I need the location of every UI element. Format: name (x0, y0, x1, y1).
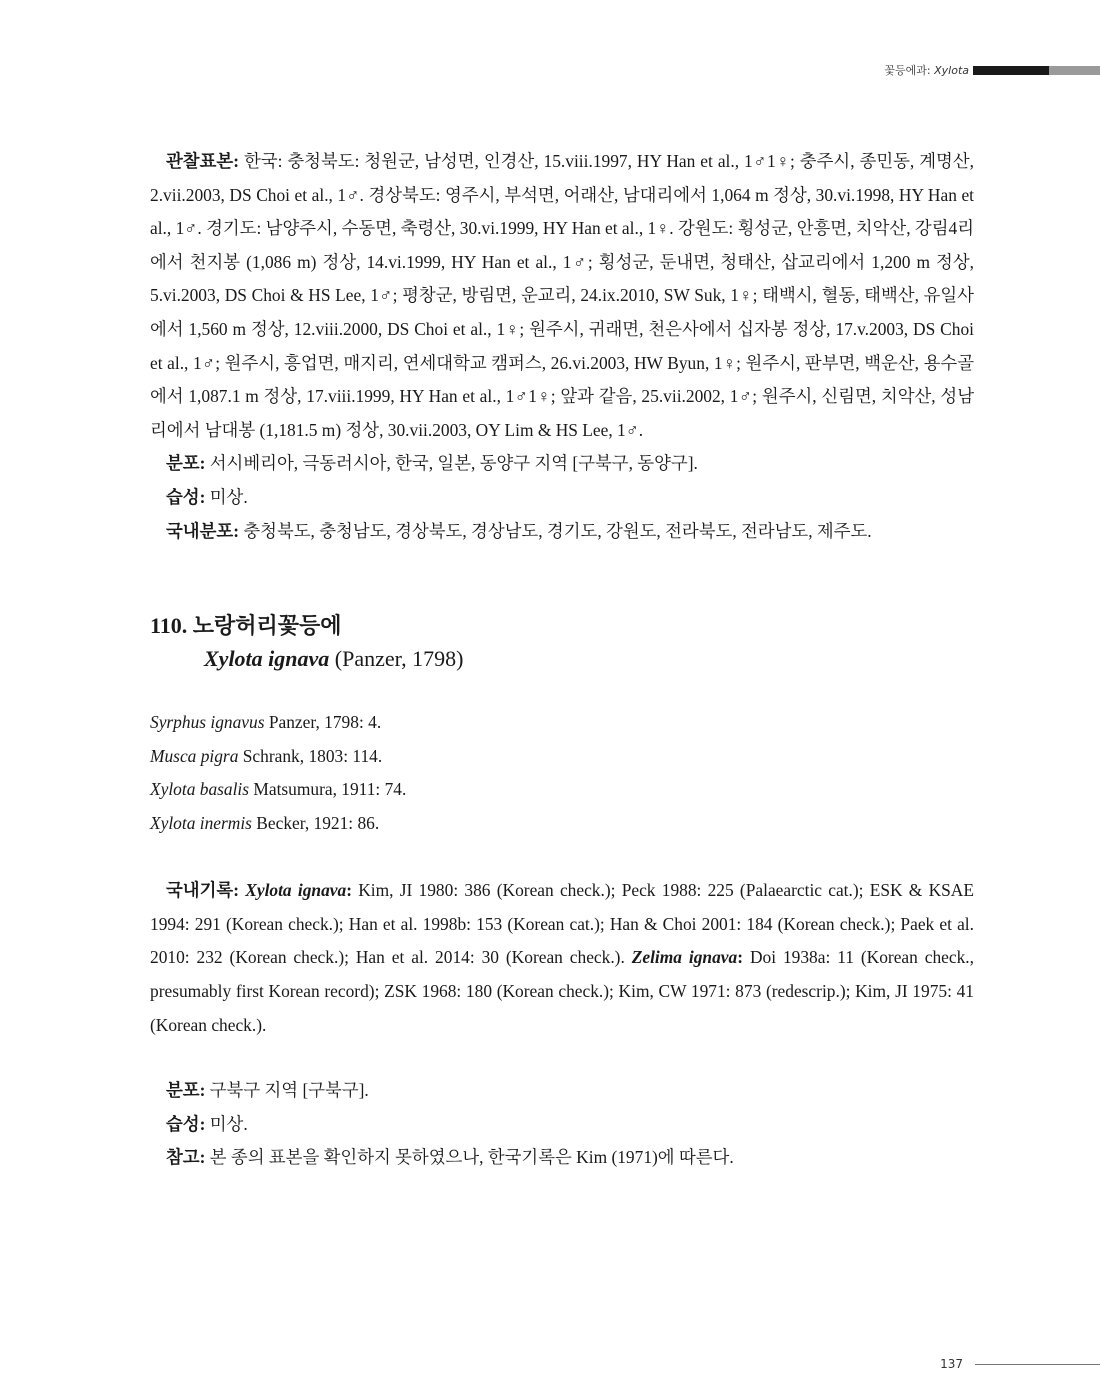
notes-habit-text: 미상. (209, 1113, 248, 1134)
domestic-distribution-label: 국내분포: (166, 520, 239, 541)
species-heading (150, 610, 974, 642)
synonym-list (150, 706, 974, 840)
record-colon: : (346, 880, 352, 901)
notes-distribution-label: 분포: (166, 1080, 206, 1101)
species-author: (Panzer, 1798) (334, 646, 464, 672)
record-name-zelima: Zelima ignava (631, 947, 738, 968)
synonym-name: Musca pigra (150, 745, 239, 766)
record-text-xylota: Kim, JI 1980: 386 (Korean check.); Peck 1988: 225 (Palaearctic cat.); ESK & KSAE 1994: 291 (Korean check.); Han et al. 1998b: 153 (Korean cat.); Han & Choi 2001: 184 (Korean check.); Paek et al. 2010: 232 (Korean check.); Han et al. 2014: 30 (Korean check.). (150, 880, 974, 968)
synonym-ref: Panzer, 1798: 4. (268, 712, 382, 733)
record-colon: : (737, 947, 744, 968)
domestic-distribution-text: 충청북도, 충청남도, 경상북도, 경상남도, 경기도, 강원도, 전라북도, 전라남도, 제주도. (243, 520, 872, 541)
observed-specimens-text: 한국: 충청북도: 청원군, 남성면, 인경산, 15.viii.1997, HY Han et al., 1♂1♀; 충주시, 종민동, 계명산, 2.vii.2003, DS Choi et al., 1♂. 경상북도: 영주시, 부석면, 어래산, 남대리에서 1,064 m 정상, 30.vi.1998, HY Han et al., 1♂. 경기도: 남양주시, 수동면, 축령산, 30.vi.1999, HY Han et al., 1♀. 강원도: 횡성군, 안흥면, 치악산, 강림4리에서 천지봉 (1,086 m) 정상, 14.vi.1999, HY Han et al., 1♂; 횡성군, 둔내면, 청태산, 삽교리에서 1,200 m 정상, 5.vi.2003, DS Choi & HS Lee, 1♂; 평창군, 방림면, 운교리, 24.ix.2010, SW Suk, 1♀; 태백시, 혈동, 태백산, 유일사에서 1,560 m 정상, 12.viii.2000, DS Choi et al., 1♀; 원주시, 귀래면, 천은사에서 십자봉 정상, 17.v.2003, DS Choi et al., 1♂; 원주시, 흥업면, 매지리, 연세대학교 캠퍼스, 26.vi.2003, HW Byun, 1♀; 원주시, 판부면, 백운산, 용수골에서 1,087.1 m 정상, 17.viii.1999, HY Han et al., 1♂1♀; 앞과 같음, 25.vii.2002, 1♂; 원주시, 신림면, 치악산, 성남리에서 남대봉 (1,181.5 m) 정상, 30.vii.2003, OY Lim & HS Lee, 1♂. (150, 151, 974, 440)
species-notes (150, 1074, 974, 1175)
page-body (150, 145, 974, 1175)
record-text-zelima: Doi 1938a: 11 (Korean check., presumably first Korean record); ZSK 1968: 180 (Korean check.); Kim, CW 1971: 873 (redescrip.); Kim, JI 1975: 41 (Korean check.). (150, 947, 974, 1035)
korean-records-paragraph (150, 874, 974, 1042)
synonym-name: Xylota basalis (150, 779, 250, 800)
notes-distribution-text: 구북구 지역 [구북구]. (209, 1080, 369, 1101)
distribution-label: 분포: (166, 453, 206, 474)
synonym-name: Xylota inermis (150, 812, 252, 833)
notes-remark-text: 본 종의 표본을 확인하지 못하였으나, 한국기록은 Kim (1971)에 따른다. (209, 1147, 734, 1168)
observed-specimens-paragraph (150, 145, 974, 447)
synonym-item (150, 740, 974, 774)
record-name-xylota: Xylota ignava (245, 880, 347, 901)
notes-habit-label: 습성: (166, 1113, 206, 1134)
notes-habit-paragraph (150, 1108, 974, 1142)
habit-label: 습성: (166, 486, 206, 507)
synonym-name: Syrphus ignavus (150, 712, 265, 733)
domestic-distribution-paragraph (150, 515, 974, 549)
header-section: 꽃등에과: (884, 64, 935, 77)
header-bar-gray (1049, 66, 1100, 75)
synonym-ref: Matsumura, 1911: 74. (253, 779, 407, 800)
species-korean-name: 노랑허리꽃등에 (192, 613, 342, 639)
habit-paragraph (150, 481, 974, 515)
header-bar-dark (973, 66, 1049, 75)
running-header (884, 62, 1100, 78)
running-header-text (884, 62, 969, 78)
species-number: 110. (150, 613, 188, 639)
synonym-ref: Becker, 1921: 86. (256, 812, 380, 833)
notes-remark-paragraph (150, 1141, 974, 1175)
synonym-ref: Schrank, 1803: 114. (242, 745, 383, 766)
footer-rule (975, 1364, 1100, 1365)
page-number: 137 (940, 1357, 963, 1371)
distribution-text: 서시베리아, 극동러시아, 한국, 일본, 동양구 지역 [구북구, 동양구]. (209, 453, 698, 474)
synonym-item (150, 773, 974, 807)
synonym-item (150, 706, 974, 740)
notes-remark-label: 참고: (166, 1147, 206, 1168)
notes-distribution-paragraph (150, 1074, 974, 1108)
korean-records-label: 국내기록: (166, 880, 239, 901)
species-scientific-line (150, 642, 974, 676)
header-genus: Xylota (934, 64, 969, 77)
habit-text: 미상. (209, 486, 248, 507)
synonym-item (150, 807, 974, 841)
page-footer (940, 1356, 1100, 1372)
species-scientific-name: Xylota ignava (204, 646, 330, 672)
distribution-paragraph (150, 447, 974, 481)
observed-specimens-label: 관찰표본: (166, 151, 239, 171)
